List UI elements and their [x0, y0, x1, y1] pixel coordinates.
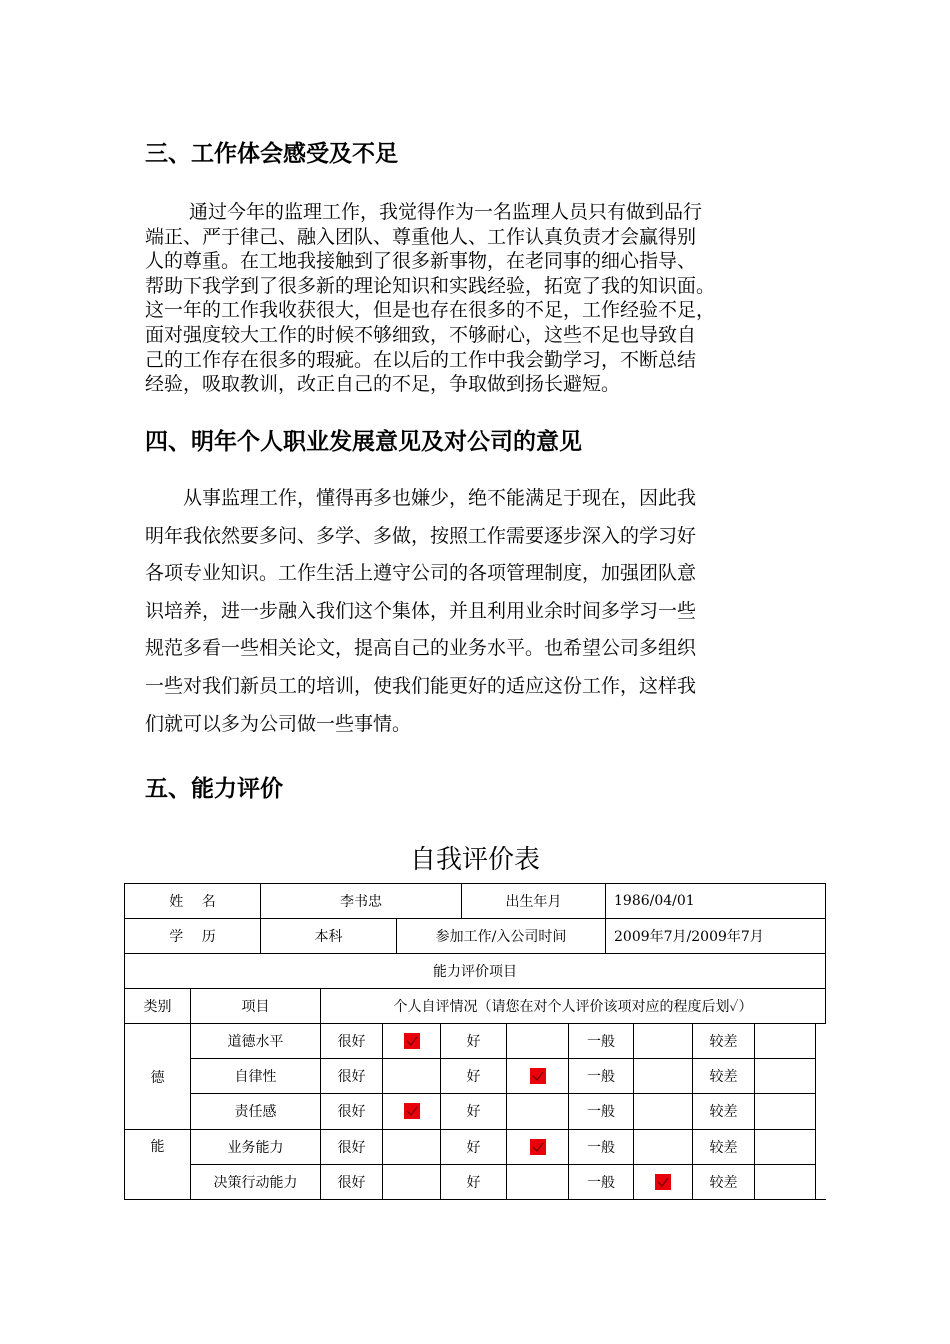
paragraph-line: 这一年的工作我收获很大，但是也存在很多的不足，工作经验不足，: [145, 299, 716, 322]
rating-level-label: 一般: [587, 1034, 615, 1050]
rating-checkbox-cell[interactable]: [383, 1024, 440, 1058]
rating-checkbox-cell[interactable]: [507, 1024, 568, 1058]
rating-level-label: 好: [466, 1034, 481, 1050]
ability-section-header: 能力评价项目: [433, 964, 517, 980]
rating-item-label: 决策行动能力: [213, 1175, 298, 1191]
rating-item-label: 责任感: [234, 1104, 277, 1120]
paragraph-line: 明年我依然要多问、多学、多做，按照工作需要逐步深入的学习好: [145, 524, 697, 547]
checkmark-icon: [404, 1033, 420, 1049]
rating-checkbox-cell[interactable]: [634, 1059, 692, 1093]
checkmark-icon: [404, 1103, 420, 1119]
section-4-paragraph: [145, 480, 696, 743]
name-value: 李书忠: [340, 894, 382, 910]
rating-level-label: 较差: [709, 1140, 738, 1156]
rating-level-label: 较差: [709, 1104, 738, 1120]
rating-checkbox-cell[interactable]: [383, 1094, 440, 1128]
rating-checkbox-cell[interactable]: [383, 1059, 440, 1093]
paragraph-line: 人的尊重。在工地我接触到了很多新事物，在老同事的细心指导、: [145, 250, 697, 273]
rating-checkbox-cell[interactable]: [634, 1130, 692, 1164]
rating-level-label: 较差: [709, 1175, 738, 1191]
rating-checkbox-cell[interactable]: [634, 1165, 692, 1199]
rating-item-label: 业务能力: [227, 1140, 284, 1156]
rating-item-label: 自律性: [234, 1069, 277, 1085]
rating-level-label: 好: [466, 1175, 481, 1191]
rating-level-label: 很好: [337, 1034, 366, 1050]
paragraph-line: 己的工作存在很多的瑕疵。在以后的工作中我会勤学习，不断总结: [145, 348, 697, 371]
category-column-header: 类别: [143, 999, 172, 1015]
rating-checkbox-cell[interactable]: [383, 1130, 440, 1164]
paragraph-line: 从事监理工作，懂得再多也嫌少，绝不能满足于现在，因此我: [183, 487, 697, 509]
paragraph-line: 通过今年的监理工作，我觉得作为一名监理人员只有做到品行: [189, 201, 703, 223]
paragraph-line: 一些对我们新员工的培训，使我们能更好的适应这份工作，这样我: [145, 674, 697, 697]
rating-level-label: 很好: [337, 1069, 366, 1085]
education-label: 学 历: [169, 929, 216, 945]
rating-checkbox-cell[interactable]: [755, 1094, 815, 1128]
rating-level-label: 很好: [337, 1104, 366, 1120]
table-title: 自我评价表: [409, 845, 540, 875]
rating-level-label: 较差: [709, 1034, 738, 1050]
paragraph-line: 规范多看一些相关论文，提高自己的业务水平。也希望公司多组织: [145, 637, 697, 660]
rating-level-label: 一般: [587, 1140, 615, 1156]
rating-level-label: 较差: [709, 1069, 738, 1085]
rating-checkbox-cell[interactable]: [507, 1165, 568, 1199]
section-3-paragraph: [145, 200, 715, 397]
rating-checkbox-cell[interactable]: [755, 1059, 815, 1093]
rating-checkbox-cell[interactable]: [383, 1165, 440, 1199]
paragraph-line: 帮助下我学到了很多新的理论知识和实践经验，拓宽了我的知识面。: [145, 274, 716, 297]
section-5-heading: 五、能力评价: [145, 776, 283, 802]
rating-checkbox-cell[interactable]: [507, 1059, 568, 1093]
rating-level-label: 好: [466, 1069, 481, 1085]
section-3-heading: 三、工作体会感受及不足: [145, 141, 398, 167]
paragraph-line: 经验，吸取教训，改正自己的不足，争取做到扬长避短。: [145, 373, 621, 396]
rating-checkbox-cell[interactable]: [507, 1094, 568, 1128]
education-value: 本科: [314, 929, 343, 945]
rating-level-label: 好: [466, 1104, 481, 1120]
checkmark-icon: [530, 1139, 546, 1155]
birth-label: 出生年月: [505, 894, 562, 910]
rating-checkbox-cell[interactable]: [755, 1024, 815, 1058]
rating-level-label: 很好: [337, 1175, 366, 1191]
paragraph-line: 端正、严于律己、融入团队、尊重他人、工作认真负责才会赢得别: [145, 225, 697, 248]
rating-checkbox-cell[interactable]: [755, 1130, 815, 1164]
category-ability: 能: [150, 1139, 165, 1155]
paragraph-line: 各项专业知识。工作生活上遵守公司的各项管理制度，加强团队意: [145, 562, 697, 585]
rating-checkbox-cell[interactable]: [634, 1024, 692, 1058]
paragraph-line: 识培养，进一步融入我们这个集体，并且利用业余时间多学习一些: [145, 599, 697, 622]
rating-level-label: 好: [466, 1140, 481, 1156]
rating-checkbox-cell[interactable]: [755, 1165, 815, 1199]
rating-level-label: 一般: [587, 1069, 615, 1085]
item-column-header: 项目: [241, 999, 270, 1015]
self-evaluation-column-header: 个人自评情况（请您在对个人评价该项对应的程度后划✓）: [393, 999, 753, 1015]
rating-level-label: 一般: [587, 1104, 615, 1120]
category-virtue: 德: [150, 1069, 165, 1086]
name-label: 姓 名: [169, 894, 216, 910]
rating-item-label: 道德水平: [227, 1034, 284, 1050]
checkmark-icon: [655, 1174, 671, 1190]
checkmark-icon: [530, 1068, 546, 1084]
join-date-label: 参加工作/入公司时间: [435, 929, 567, 945]
paragraph-line: 面对强度较大工作的时候不够细致，不够耐心，这些不足也导致自: [145, 323, 697, 346]
rating-level-label: 很好: [337, 1140, 366, 1156]
section-4-heading: 四、明年个人职业发展意见及对公司的意见: [145, 429, 582, 455]
rating-level-label: 一般: [587, 1175, 615, 1191]
rating-checkbox-cell[interactable]: [634, 1094, 692, 1128]
birth-value: 1986/04/01: [614, 893, 695, 909]
rating-checkbox-cell[interactable]: [507, 1130, 568, 1164]
paragraph-line: 们就可以多为公司做一些事情。: [145, 712, 412, 735]
join-date-value: 2009年7月/2009年7月: [614, 929, 764, 945]
